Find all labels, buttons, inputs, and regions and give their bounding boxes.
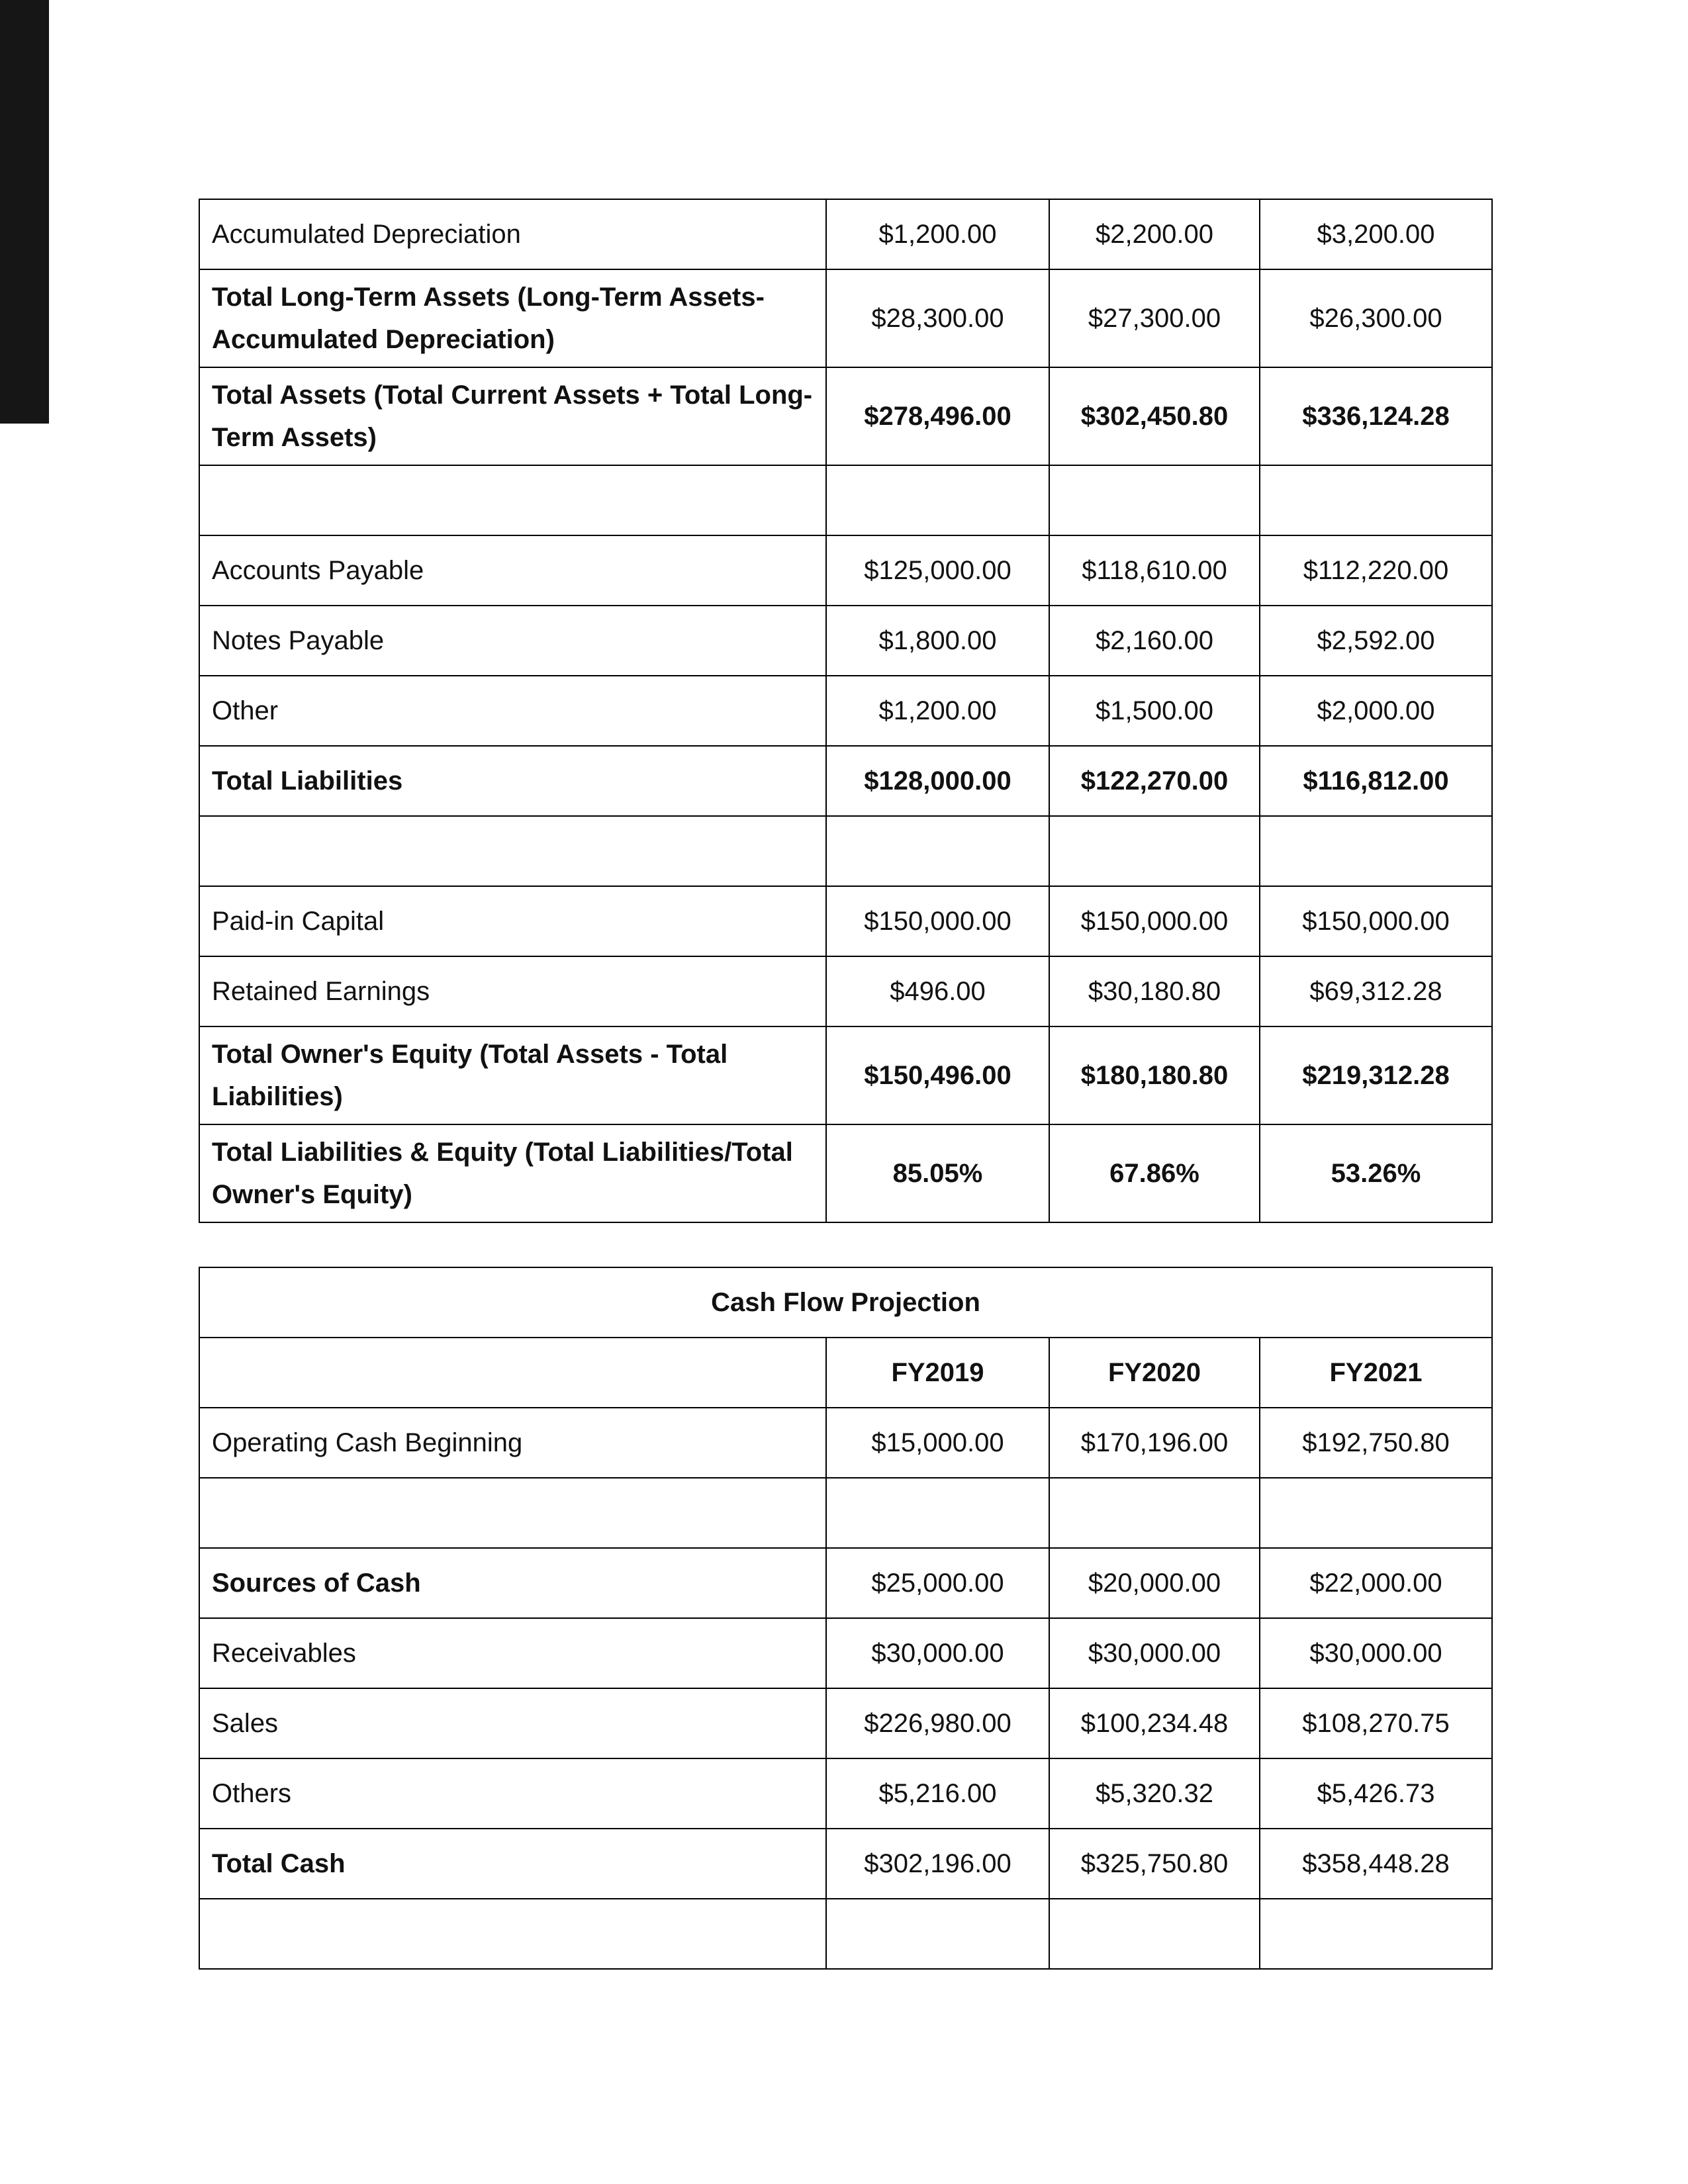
table-header-row (199, 1338, 1492, 1408)
page-edge-bar (0, 0, 49, 424)
cell-value: 53.26% (1260, 1124, 1492, 1222)
cell-value: $150,000.00 (1260, 886, 1492, 956)
cell-value: $1,500.00 (1049, 676, 1260, 746)
cell-value: $219,312.28 (1260, 1026, 1492, 1124)
table-row (199, 1548, 1492, 1618)
table-row (199, 269, 1492, 367)
row-label: Total Long-Term Assets (Long-Term Assets-Accumulated Depreciation) (199, 269, 826, 367)
cell-value: $336,124.28 (1260, 367, 1492, 465)
column-header: FY2020 (1049, 1338, 1260, 1408)
cell-value: $26,300.00 (1260, 269, 1492, 367)
cell-value: $278,496.00 (826, 367, 1049, 465)
cell-value: $150,000.00 (826, 886, 1049, 956)
table-title-row (199, 1267, 1492, 1338)
row-label: Accounts Payable (199, 535, 826, 606)
row-label: Total Liabilities & Equity (Total Liabilities/Total Owner's Equity) (199, 1124, 826, 1222)
row-label: Accumulated Depreciation (199, 199, 826, 269)
cell-value (1049, 1478, 1260, 1548)
cell-value: $302,450.80 (1049, 367, 1260, 465)
table-row (199, 676, 1492, 746)
table-row (199, 199, 1492, 269)
cell-value: $5,320.32 (1049, 1758, 1260, 1829)
row-label (199, 465, 826, 535)
cell-value: $3,200.00 (1260, 199, 1492, 269)
row-label: Retained Earnings (199, 956, 826, 1026)
cell-value: $1,200.00 (826, 676, 1049, 746)
table-row (199, 1758, 1492, 1829)
table-row (199, 606, 1492, 676)
cell-value: $5,216.00 (826, 1758, 1049, 1829)
cell-value: $226,980.00 (826, 1688, 1049, 1758)
cell-value: 85.05% (826, 1124, 1049, 1222)
table-row (199, 1408, 1492, 1478)
row-label: Notes Payable (199, 606, 826, 676)
row-label: Other (199, 676, 826, 746)
cell-value: $2,592.00 (1260, 606, 1492, 676)
row-label: Total Owner's Equity (Total Assets - Total Liabilities) (199, 1026, 826, 1124)
cash-flow-table (199, 1267, 1493, 1970)
cell-value: $22,000.00 (1260, 1548, 1492, 1618)
table-row (199, 1618, 1492, 1688)
cell-value: $30,000.00 (826, 1618, 1049, 1688)
cell-value: $122,270.00 (1049, 746, 1260, 816)
table-row (199, 746, 1492, 816)
cell-value: $27,300.00 (1049, 269, 1260, 367)
table-row (199, 1124, 1492, 1222)
row-label: Sales (199, 1688, 826, 1758)
cell-value: $1,800.00 (826, 606, 1049, 676)
row-label: Operating Cash Beginning (199, 1408, 826, 1478)
table-title: Cash Flow Projection (199, 1267, 1492, 1338)
cell-value: $1,200.00 (826, 199, 1049, 269)
cell-value (1049, 816, 1260, 886)
cell-value: $2,200.00 (1049, 199, 1260, 269)
cell-value: $15,000.00 (826, 1408, 1049, 1478)
column-header: FY2019 (826, 1338, 1049, 1408)
cell-value (826, 1899, 1049, 1969)
cell-value: $170,196.00 (1049, 1408, 1260, 1478)
row-label: Total Cash (199, 1829, 826, 1899)
table-row (199, 1899, 1492, 1969)
cell-value: $100,234.48 (1049, 1688, 1260, 1758)
cell-value: $128,000.00 (826, 746, 1049, 816)
row-label: Total Liabilities (199, 746, 826, 816)
table-row (199, 886, 1492, 956)
cell-value (1049, 1899, 1260, 1969)
table-row (199, 816, 1492, 886)
table-row (199, 535, 1492, 606)
cell-value (1260, 465, 1492, 535)
cell-value: $20,000.00 (1049, 1548, 1260, 1618)
row-label: Sources of Cash (199, 1548, 826, 1618)
row-label: Others (199, 1758, 826, 1829)
column-header: FY2021 (1260, 1338, 1492, 1408)
table-row (199, 465, 1492, 535)
cell-value: $112,220.00 (1260, 535, 1492, 606)
cell-value: $69,312.28 (1260, 956, 1492, 1026)
cell-value: $30,180.80 (1049, 956, 1260, 1026)
row-label: Receivables (199, 1618, 826, 1688)
cell-value (826, 816, 1049, 886)
table-row (199, 1688, 1492, 1758)
row-label: Paid-in Capital (199, 886, 826, 956)
cell-value: $108,270.75 (1260, 1688, 1492, 1758)
cell-value (1049, 465, 1260, 535)
cell-value: $2,160.00 (1049, 606, 1260, 676)
cell-value (1260, 1899, 1492, 1969)
cell-value: $2,000.00 (1260, 676, 1492, 746)
table-row (199, 1478, 1492, 1548)
cell-value: $30,000.00 (1260, 1618, 1492, 1688)
cell-value (1260, 1478, 1492, 1548)
cell-value (826, 465, 1049, 535)
cell-value: $150,496.00 (826, 1026, 1049, 1124)
cell-value: $25,000.00 (826, 1548, 1049, 1618)
cell-value: $30,000.00 (1049, 1618, 1260, 1688)
cell-value: $150,000.00 (1049, 886, 1260, 956)
cell-value: $192,750.80 (1260, 1408, 1492, 1478)
row-label: Total Assets (Total Current Assets + Total Long-Term Assets) (199, 367, 826, 465)
cell-value: $118,610.00 (1049, 535, 1260, 606)
table-row (199, 956, 1492, 1026)
cell-value: $180,180.80 (1049, 1026, 1260, 1124)
cell-value: $28,300.00 (826, 269, 1049, 367)
row-label (199, 1478, 826, 1548)
column-header (199, 1338, 826, 1408)
cell-value: 67.86% (1049, 1124, 1260, 1222)
cell-value (1260, 816, 1492, 886)
row-label (199, 1899, 826, 1969)
cell-value: $5,426.73 (1260, 1758, 1492, 1829)
row-label (199, 816, 826, 886)
balance-sheet-table (199, 199, 1493, 1223)
table-row (199, 1829, 1492, 1899)
cell-value: $125,000.00 (826, 535, 1049, 606)
cell-value (826, 1478, 1049, 1548)
cell-value: $496.00 (826, 956, 1049, 1026)
table-row (199, 367, 1492, 465)
table-row (199, 1026, 1492, 1124)
cell-value: $325,750.80 (1049, 1829, 1260, 1899)
cell-value: $358,448.28 (1260, 1829, 1492, 1899)
cell-value: $302,196.00 (826, 1829, 1049, 1899)
cell-value: $116,812.00 (1260, 746, 1492, 816)
